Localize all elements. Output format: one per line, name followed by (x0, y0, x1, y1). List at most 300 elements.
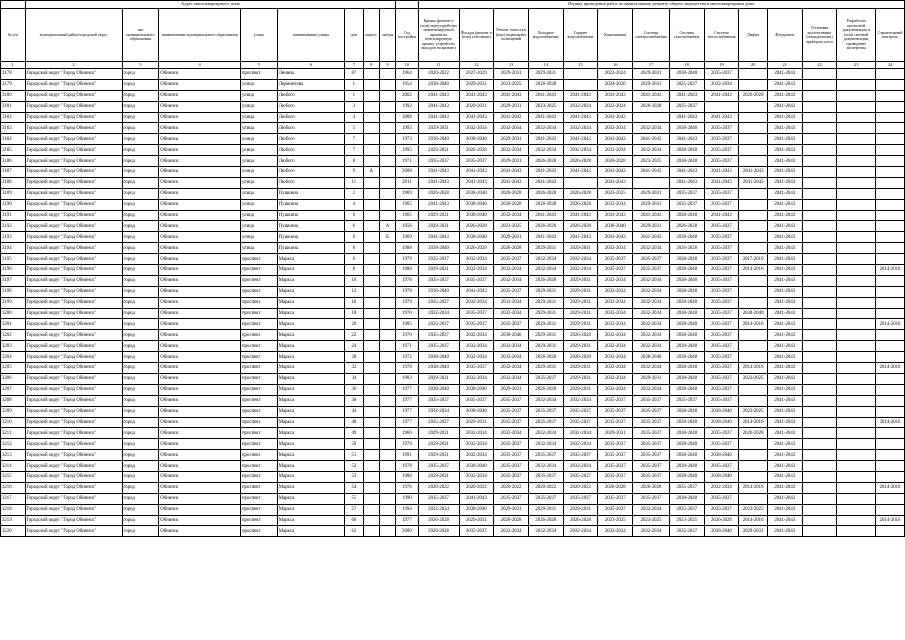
table-cell (802, 417, 837, 428)
table-cell (363, 90, 379, 101)
table-cell: А (379, 221, 395, 232)
table-cell: 2035-2037 (704, 341, 739, 352)
table-cell: 2029-2031 (418, 439, 459, 450)
table-cell: 2041-2043 (494, 177, 529, 188)
table-cell: 2032-2034 (528, 123, 563, 134)
table-row (1, 286, 905, 297)
table-body (1, 69, 905, 537)
table-cell: город (122, 145, 159, 156)
table-cell (363, 265, 379, 276)
table-cell: 2032-2034 (459, 123, 494, 134)
table-cell: 2041-2043 (704, 167, 739, 178)
table-cell: 2035-2037 (418, 275, 459, 286)
table-cell (363, 156, 379, 167)
table-cell (363, 243, 379, 254)
table-cell: 2035-2037 (704, 69, 739, 80)
table-cell: 2026-2028 (528, 199, 563, 210)
table-cell: 2032-2034 (598, 199, 633, 210)
table-cell (802, 330, 837, 341)
table-cell (739, 471, 768, 482)
table-cell (876, 461, 905, 472)
table-cell: 2041-2043 (418, 101, 459, 112)
table-cell: 2041-2043 (598, 232, 633, 243)
column-number: 7 (345, 62, 363, 69)
table-cell: город (122, 319, 159, 330)
table-cell: 2032-2034 (494, 428, 529, 439)
table-cell: 7 (345, 134, 363, 145)
table-cell: Городской округ "Город Обнинск" (25, 156, 122, 167)
table-cell: 2032-2034 (633, 526, 670, 537)
table-cell (379, 69, 395, 80)
table-cell: 1977 (396, 515, 418, 526)
table-cell: 2014-2016 (876, 363, 905, 374)
table-cell: 2032-2034 (459, 265, 494, 276)
table-cell: 2038-2040 (669, 123, 704, 134)
table-cell (802, 352, 837, 363)
table-cell: Обнинск (159, 363, 241, 374)
table-cell (379, 210, 395, 221)
table-cell: улица (240, 156, 277, 167)
table-cell (876, 428, 905, 439)
table-cell: 3210 (1, 417, 26, 428)
table-cell: 1991 (396, 450, 418, 461)
table-cell (876, 69, 905, 80)
table-cell: 2032-2034 (598, 243, 633, 254)
table-cell: улица (240, 134, 277, 145)
table-cell: 2041-2043 (563, 90, 598, 101)
table-cell: 2041-2043 (669, 134, 704, 145)
table-cell (802, 286, 837, 297)
table-cell: Любого (277, 101, 344, 112)
table-cell: 2032-2034 (494, 123, 529, 134)
table-cell: улица (240, 79, 277, 90)
table-cell: 2035-2037 (633, 428, 670, 439)
table-cell: Обнинск (159, 395, 241, 406)
table-cell: 2041-2043 (598, 134, 633, 145)
table-cell (739, 145, 768, 156)
table-cell (363, 188, 379, 199)
table-cell: Маркса (277, 406, 344, 417)
table-cell: 2029-2031 (418, 428, 459, 439)
table-cell: Городской округ "Город Обнинск" (25, 482, 122, 493)
table-row (1, 134, 905, 145)
table-cell: 2041-2043 (767, 526, 802, 537)
table-cell: 2035-2037 (418, 156, 459, 167)
table-row (1, 330, 905, 341)
column-header: Система газоснабжения (669, 9, 704, 62)
table-cell: город (122, 373, 159, 384)
table-cell: 3216 (1, 482, 26, 493)
table-cell: город (122, 515, 159, 526)
table-cell: 2035-2037 (494, 395, 529, 406)
table-cell (802, 199, 837, 210)
table-cell: Городской округ "Город Обнинск" (25, 363, 122, 374)
table-cell: 2035-2037 (418, 341, 459, 352)
table-cell: 3184 (1, 134, 26, 145)
table-cell: 2014-2016 (876, 319, 905, 330)
table-cell: 2035-2037 (704, 134, 739, 145)
table-cell: 2026-2028 (528, 221, 563, 232)
table-cell: 2023-2025 (633, 156, 670, 167)
table-cell (837, 428, 876, 439)
table-cell (363, 319, 379, 330)
table-cell: 3205 (1, 363, 26, 374)
table-cell: 2035-2037 (418, 297, 459, 308)
column-numbers (1, 62, 905, 69)
table-cell: улица (240, 145, 277, 156)
table-cell: 2029-2031 (633, 79, 670, 90)
table-cell (876, 286, 905, 297)
table-cell (802, 79, 837, 90)
table-cell (739, 134, 768, 145)
table-cell: 6 (345, 254, 363, 265)
table-cell: 2035-2037 (459, 156, 494, 167)
table-cell: Городской округ "Город Обнинск" (25, 526, 122, 537)
table-cell: 2035-2037 (704, 384, 739, 395)
table-cell: 2032-2034 (528, 428, 563, 439)
table-cell: 2032-2034 (494, 297, 529, 308)
table-cell: 2035-2037 (418, 395, 459, 406)
table-cell: Городской округ "Город Обнинск" (25, 384, 122, 395)
table-cell: 2008 (396, 167, 418, 178)
table-cell: 28 (345, 352, 363, 363)
table-cell: Маркса (277, 254, 344, 265)
table-cell: 2035-2037 (418, 417, 459, 428)
table-cell: 2035-2037 (704, 123, 739, 134)
table-cell: проспект (240, 461, 277, 472)
table-cell: 2041-2043 (767, 156, 802, 167)
table-cell: 2035-2037 (528, 406, 563, 417)
table-cell (876, 232, 905, 243)
table-cell: Ленина (277, 69, 344, 80)
table-cell: 2035-2037 (494, 439, 529, 450)
table-cell: Маркса (277, 363, 344, 374)
table-cell (837, 352, 876, 363)
table-cell: Обнинск (159, 515, 241, 526)
table-cell: город (122, 167, 159, 178)
table-cell: 2026-2028 (598, 156, 633, 167)
table-cell: проспект (240, 373, 277, 384)
table-cell: 2032-2034 (494, 145, 529, 156)
table-cell: Обнинск (159, 373, 241, 384)
table-cell (633, 112, 670, 123)
table-cell (802, 69, 837, 80)
table-cell: улица (240, 199, 277, 210)
table-cell: 4 (345, 199, 363, 210)
table-cell (379, 482, 395, 493)
table-cell: 2041-2043 (767, 450, 802, 461)
table-cell: 2029-2031 (494, 69, 529, 80)
table-cell: 2041-2043 (633, 167, 670, 178)
table-cell: 1971 (396, 156, 418, 167)
table-cell: Маркса (277, 504, 344, 515)
table-cell: 2035-2037 (633, 461, 670, 472)
table-cell: 2035-2037 (704, 363, 739, 374)
table-cell: 2023-2025 (739, 373, 768, 384)
table-cell: 2041-2043 (767, 101, 802, 112)
table-cell: улица (240, 243, 277, 254)
table-cell: 2032-2034 (633, 384, 670, 395)
table-row (1, 145, 905, 156)
table-cell: 2029-2031 (633, 188, 670, 199)
table-cell: 2038-2040 (704, 417, 739, 428)
table-cell: 2035-2037 (494, 461, 529, 472)
table-cell: 3199 (1, 297, 26, 308)
table-cell (876, 275, 905, 286)
table-cell: 1966 (396, 428, 418, 439)
table-cell (379, 101, 395, 112)
table-cell: 3211 (1, 428, 26, 439)
table-cell: Городской округ "Город Обнинск" (25, 330, 122, 341)
table-cell: город (122, 188, 159, 199)
table-cell: 2035-2037 (418, 254, 459, 265)
table-cell: проспект (240, 482, 277, 493)
table-cell: 2023-2025 (494, 79, 529, 90)
table-cell: Городской округ "Город Обнинск" (25, 188, 122, 199)
table-cell: проспект (240, 286, 277, 297)
column-header: Год постройки (396, 9, 418, 62)
table-cell (876, 188, 905, 199)
table-cell: 2032-2034 (633, 286, 670, 297)
table-cell (837, 471, 876, 482)
table-cell: 2035-2037 (704, 275, 739, 286)
table-cell: 2032-2034 (418, 308, 459, 319)
table-cell: 2041-2043 (767, 471, 802, 482)
table-cell: 2026-2028 (563, 221, 598, 232)
table-cell (802, 406, 837, 417)
table-cell: Городской округ "Город Обнинск" (25, 450, 122, 461)
table-cell: 3209 (1, 406, 26, 417)
table-cell (363, 406, 379, 417)
table-cell: Маркса (277, 319, 344, 330)
table-cell: 54 (345, 482, 363, 493)
table-cell: 2038-2040 (704, 450, 739, 461)
table-cell: 2041-2043 (669, 177, 704, 188)
table-cell: 2038-2040 (669, 428, 704, 439)
table-cell (837, 482, 876, 493)
table-cell: 1964 (396, 69, 418, 80)
column-number: 24 (876, 62, 905, 69)
table-cell (379, 199, 395, 210)
table-cell: 2038-2040 (739, 308, 768, 319)
table-cell: 2035-2037 (669, 188, 704, 199)
table-cell: 2026-2028 (494, 243, 529, 254)
table-cell: 1983 (396, 373, 418, 384)
table-cell: 2035-2037 (598, 395, 633, 406)
table-cell: 2041-2043 (563, 112, 598, 123)
table-cell: 3181 (1, 101, 26, 112)
table-cell: Городской округ "Город Обнинск" (25, 79, 122, 90)
table-cell: Обнинск (159, 406, 241, 417)
table-cell: 3213 (1, 450, 26, 461)
table-cell (837, 167, 876, 178)
table-row (1, 90, 905, 101)
table-cell: 2041-2043 (598, 112, 633, 123)
table-cell: 2038-2040 (669, 493, 704, 504)
table-cell (837, 79, 876, 90)
column-header: Установка коллективных (общедомовых) приборов учета (802, 9, 837, 62)
table-cell: 2041-2043 (767, 177, 802, 188)
table-cell: 1992 (396, 101, 418, 112)
table-cell: Обнинск (159, 471, 241, 482)
table-cell: 2023-2025 (598, 515, 633, 526)
table-cell: 1993 (396, 123, 418, 134)
table-cell: Городской округ "Город Обнинск" (25, 210, 122, 221)
table-cell: Городской округ "Город Обнинск" (25, 69, 122, 80)
table-row (1, 112, 905, 123)
table-cell: Пушкина (277, 210, 344, 221)
table-cell: 2041-2043 (767, 493, 802, 504)
table-cell: проспект (240, 69, 277, 80)
table-cell: 2041-2043 (528, 112, 563, 123)
table-cell: 1971 (396, 341, 418, 352)
table-cell: 1973 (396, 134, 418, 145)
table-cell: 2041-2043 (633, 90, 670, 101)
table-cell: 2035-2037 (704, 286, 739, 297)
table-cell: 2022-2024 (598, 101, 633, 112)
table-cell (802, 145, 837, 156)
table-cell: Маркса (277, 308, 344, 319)
table-cell (363, 330, 379, 341)
table-cell: Городской округ "Город Обнинск" (25, 167, 122, 178)
table-cell: 2035-2037 (528, 417, 563, 428)
table-cell (379, 297, 395, 308)
table-row (1, 265, 905, 276)
table-cell: 1965 (396, 199, 418, 210)
table-cell: 2035-2037 (528, 471, 563, 482)
table-cell (837, 101, 876, 112)
table-cell: Городской округ "Город Обнинск" (25, 254, 122, 265)
column-header: Крыша (ремонт и (или) переустройство невентилируемой крыши на вентилируемую крышу, устройство выходов на кровлю) (418, 9, 459, 62)
table-cell (563, 69, 598, 80)
table-cell (802, 428, 837, 439)
table-cell: 2035-2037 (704, 373, 739, 384)
table-cell (876, 450, 905, 461)
table-cell: проспект (240, 471, 277, 482)
table-cell (363, 352, 379, 363)
table-cell: Городской округ "Город Обнинск" (25, 308, 122, 319)
table-cell: улица (240, 167, 277, 178)
table-cell: 2035-2037 (704, 352, 739, 363)
table-cell (802, 482, 837, 493)
table-cell: город (122, 286, 159, 297)
table-cell: 2035-2037 (563, 406, 598, 417)
table-cell: 2035-2037 (669, 482, 704, 493)
column-number: 17 (633, 62, 670, 69)
table-cell (837, 308, 876, 319)
table-cell (379, 526, 395, 537)
table-cell: 2041-2043 (767, 265, 802, 276)
table-cell: А (363, 167, 379, 178)
table-cell: Городской округ "Город Обнинск" (25, 286, 122, 297)
table-cell (739, 297, 768, 308)
table-cell: Маркса (277, 482, 344, 493)
table-cell: 1965 (396, 210, 418, 221)
table-cell: 2041-2043 (633, 134, 670, 145)
table-row (1, 352, 905, 363)
table-cell: Городской округ "Город Обнинск" (25, 145, 122, 156)
table-cell: 2032-2034 (494, 275, 529, 286)
table-cell: 2029-2031 (563, 384, 598, 395)
table-cell: 2023-2025 (598, 188, 633, 199)
table-cell: 2032-2034 (459, 254, 494, 265)
table-cell: 2038-2040 (669, 341, 704, 352)
table-cell: 2024-2026 (598, 79, 633, 90)
table-cell: 2035-2037 (598, 461, 633, 472)
table-cell: 2035-2037 (704, 156, 739, 167)
table-cell: 2032-2034 (633, 123, 670, 134)
table-cell: город (122, 330, 159, 341)
table-cell: 2035-2037 (418, 319, 459, 330)
table-cell: Маркса (277, 395, 344, 406)
column-number: 9 (379, 62, 395, 69)
table-cell: 2038-2040 (459, 232, 494, 243)
table-cell (837, 90, 876, 101)
table-cell: 2035-2037 (633, 254, 670, 265)
table-cell: улица (240, 210, 277, 221)
table-cell (363, 232, 379, 243)
column-header: литера (379, 9, 395, 62)
table-cell: 2035-2037 (598, 439, 633, 450)
table-cell (876, 177, 905, 188)
column-number: 14 (528, 62, 563, 69)
table-cell: Обнинск (159, 265, 241, 276)
table-cell: 2032-2034 (494, 373, 529, 384)
table-cell: Городской округ "Город Обнинск" (25, 406, 122, 417)
table-cell (363, 504, 379, 515)
table-cell: Городской округ "Город Обнинск" (25, 232, 122, 243)
table-cell: 2026-2028 (494, 199, 529, 210)
table-cell (739, 210, 768, 221)
table-cell: 2032-2034 (633, 341, 670, 352)
table-cell: 1978 (396, 363, 418, 374)
table-cell: 2026-2028 (739, 90, 768, 101)
table-row (1, 79, 905, 90)
table-cell: 2032-2034 (563, 428, 598, 439)
table-cell: 2038-2040 (704, 406, 739, 417)
table-cell: 2038-2040 (669, 69, 704, 80)
table-cell: 2041-2043 (418, 90, 459, 101)
table-cell (802, 243, 837, 254)
table-cell (837, 526, 876, 537)
table-cell: 2032-2034 (633, 145, 670, 156)
table-cell: 50 (345, 439, 363, 450)
table-cell: 3193 (1, 232, 26, 243)
table-cell: 2041-2043 (528, 134, 563, 145)
table-cell: 2041-2043 (563, 210, 598, 221)
table-cell: 2041-2043 (739, 167, 768, 178)
table-cell: 2038-2040 (459, 384, 494, 395)
table-cell: Городской округ "Город Обнинск" (25, 221, 122, 232)
table-cell (802, 450, 837, 461)
table-cell: 2041-2043 (767, 254, 802, 265)
table-cell (379, 243, 395, 254)
table-cell: 2035-2037 (669, 395, 704, 406)
table-cell: 7 (345, 145, 363, 156)
table-cell: проспект (240, 363, 277, 374)
table-cell: 2035-2037 (528, 450, 563, 461)
table-cell: город (122, 482, 159, 493)
table-cell: 2032-2034 (563, 526, 598, 537)
table-cell: 2026-2028 (528, 384, 563, 395)
table-row (1, 515, 905, 526)
table-cell (802, 319, 837, 330)
table-cell: 2038-2040 (669, 156, 704, 167)
table-cell: Обнинск (159, 254, 241, 265)
table-cell: Городской округ "Город Обнинск" (25, 112, 122, 123)
table-cell (802, 395, 837, 406)
table-cell: 2038-2040 (459, 134, 494, 145)
